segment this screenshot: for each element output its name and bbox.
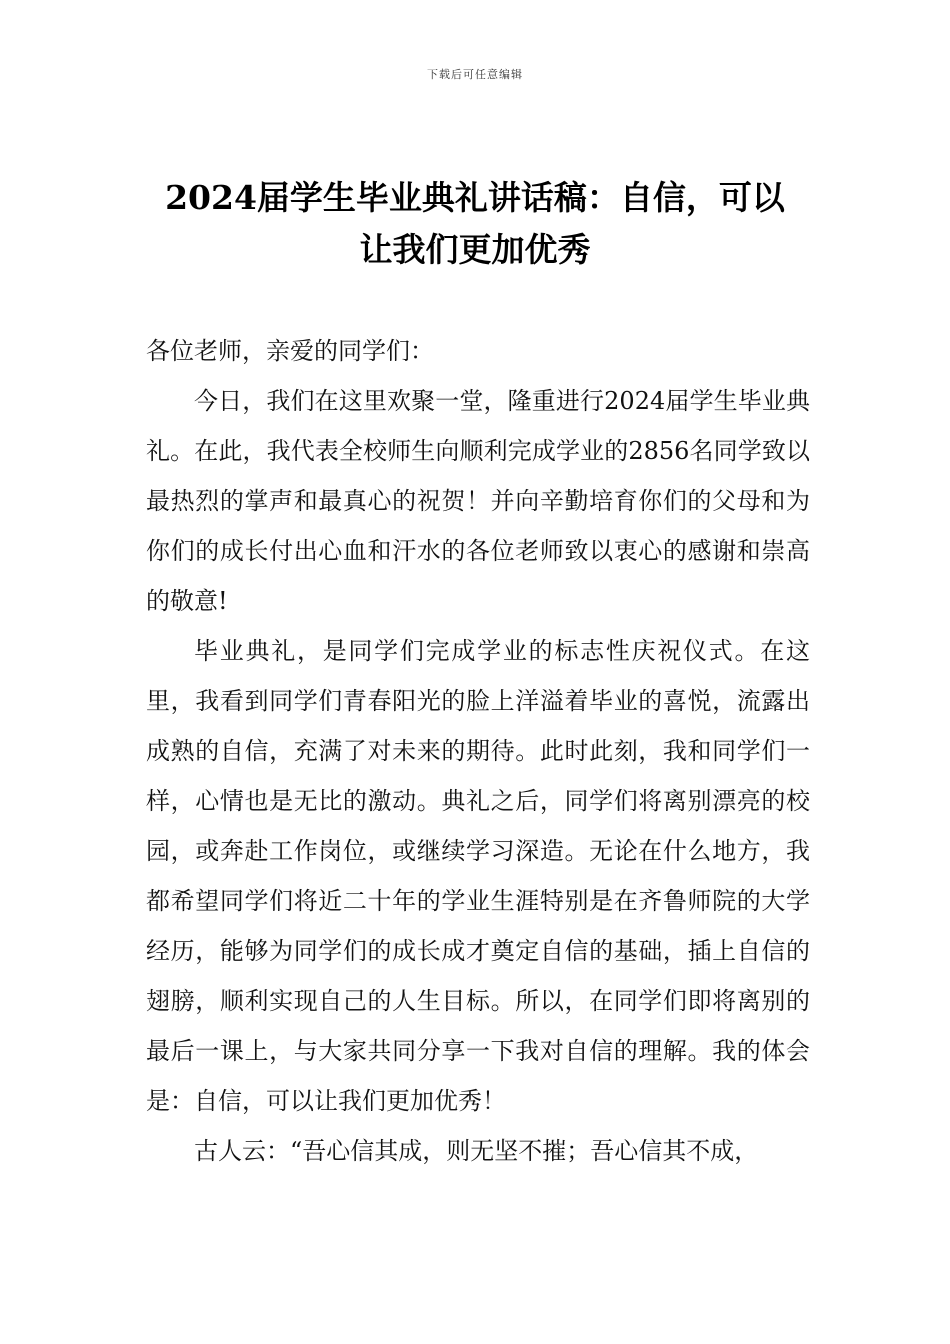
- document-body: [146, 326, 810, 1176]
- paragraph-1: 今日，我们在这里欢聚一堂，隆重进行2024届学生毕业典礼。在此，我代表全校师生向顺利完成学业的2856名同学致以最热烈的掌声和最真心的祝贺！并向辛勤培育你们的父母和为你们的成长付出心血和汗水的各位老师致以衷心的感谢和崇高的敬意!: [146, 387, 810, 615]
- paragraph-2: 毕业典礼，是同学们完成学业的标志性庆祝仪式。在这里，我看到同学们青春阳光的脸上洋溢着毕业的喜悦，流露出成熟的自信，充满了对未来的期待。此时此刻，我和同学们一样，心情也是无比的激动。典礼之后，同学们将离别漂亮的校园，或奔赴工作岗位，或继续学习深造。无论在什么地方，我都希望同学们将近二十年的学业生涯特别是在齐鲁师院的大学经历，能够为同学们的成长成才奠定自信的基础，插上自信的翅膀，顺利实现自己的人生目标。所以，在同学们即将离别的最后一课上，与大家共同分享一下我对自信的理解。我的体会是：自信，可以让我们更加优秀！: [146, 637, 810, 1115]
- download-note: 下载后可任意编辑: [427, 68, 523, 81]
- paragraph-3: 古人云：“吾心信其成，则无坚不摧；吾心信其不成，: [194, 1137, 759, 1165]
- salutation: 各位老师，亲爱的同学们：: [146, 337, 434, 365]
- document-title: 2024届学生毕业典礼讲话稿：自信，可以让我们更加优秀: [165, 178, 785, 269]
